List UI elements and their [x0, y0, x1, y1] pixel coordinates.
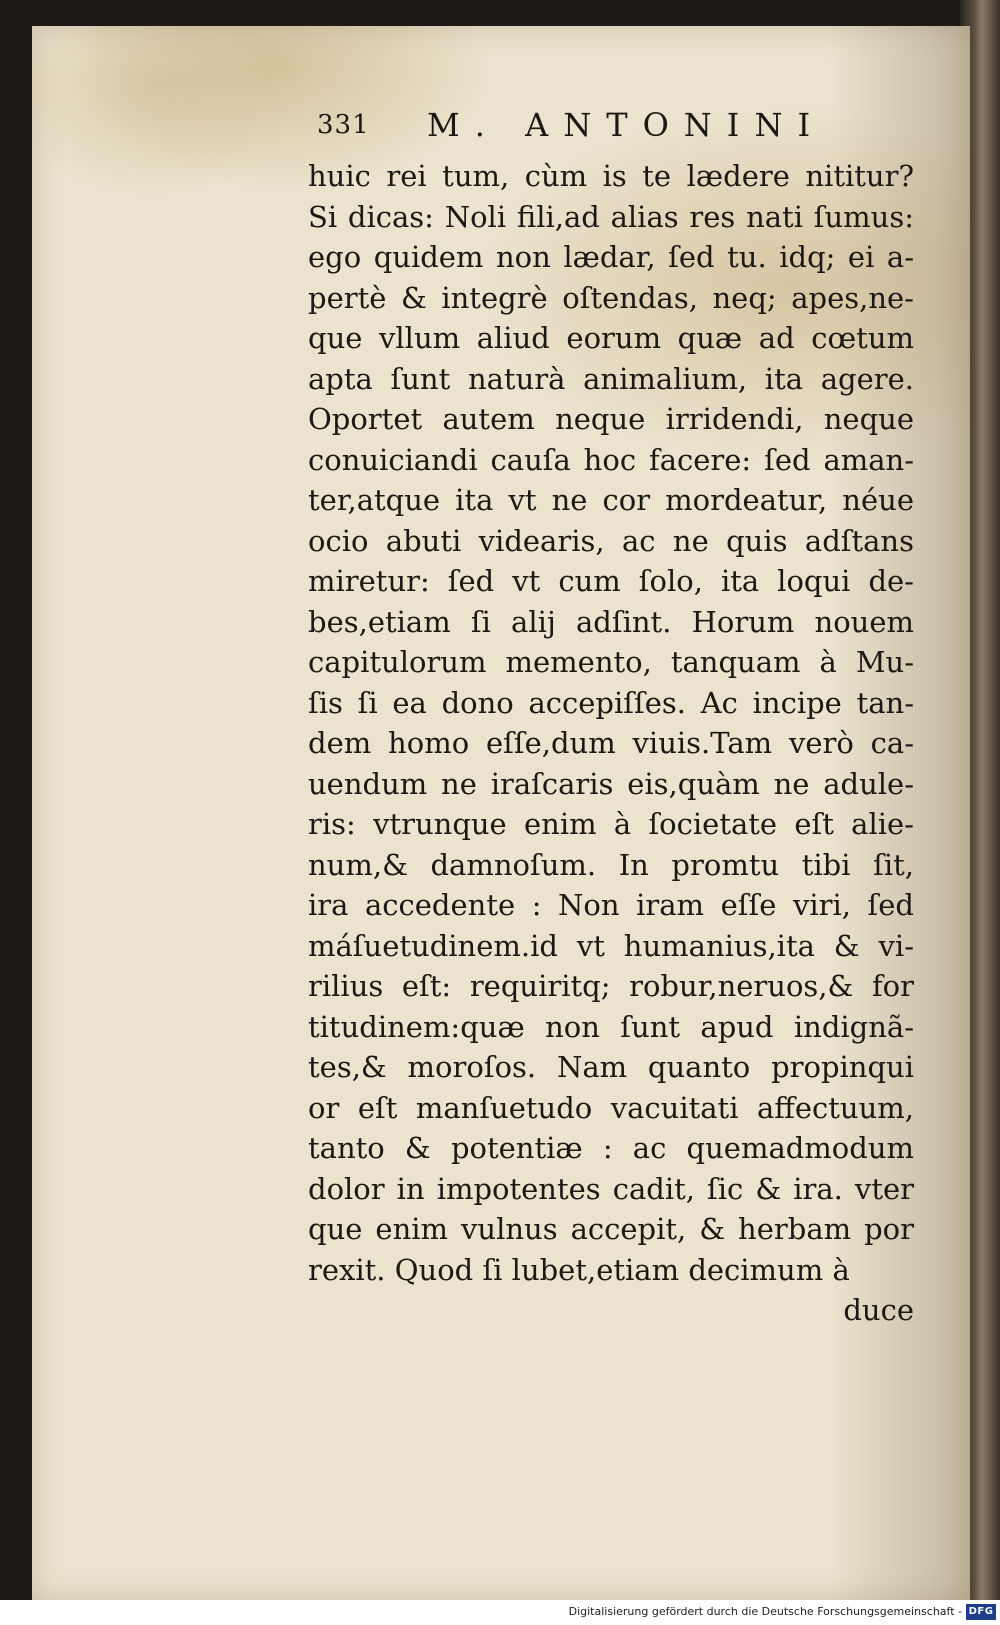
text-line: que enim vulnus accepit, & herbam por	[308, 1212, 914, 1246]
text-line: capitulorum memento, tanquam à Mu-	[308, 645, 914, 679]
text-line: dolor in impotentes cadit, ſic & ira. vter	[308, 1171, 914, 1206]
dfg-logo: DFG	[966, 1604, 996, 1620]
text-line: rexit. Quod ſi lubet,etiam decimum à	[308, 1252, 850, 1287]
text-line: or eſt manſuetudo vacuitati affectuum,	[308, 1090, 914, 1125]
text-line: que vllum aliud eorum quæ ad cœtum	[308, 321, 914, 355]
body-text	[308, 156, 914, 1331]
text-line: apta ſunt naturà animalium, ita agere.	[308, 361, 914, 396]
text-line: dem homo eſſe,dum viuis.Tam verò ca-	[308, 726, 914, 760]
catchword: duce	[843, 1293, 914, 1327]
text-line: Si dicas: Noli fili,ad alias res nati ſumus:	[308, 199, 914, 234]
text-line: ocio abuti videaris, ac ne quis adſtans	[308, 523, 914, 558]
book-page	[32, 26, 970, 1600]
running-head: M. ANTONINI	[427, 106, 826, 144]
page-number: 331	[317, 110, 370, 140]
text-line: ris: vtrunque enim à ſocietate eſt alie-	[308, 807, 914, 841]
text-line: conuiciandi cauſa hoc facere: ſed aman-	[308, 442, 914, 477]
text-line: máſuetudinem.id vt humanius,ita & vi-	[308, 928, 914, 963]
text-line: ego quidem non lædar, ſed tu. idq; ei a-	[308, 240, 914, 274]
text-line: miretur: ſed vt cum ſolo, ita loqui de-	[308, 564, 914, 598]
text-line: pertè & integrè oſtendas, neq; apes,ne-	[308, 280, 914, 315]
text-line: ter,atque ita vt ne cor mordeatur, néue	[308, 483, 914, 517]
text-line: uendum ne iraſcaris eis,quàm ne adule-	[308, 766, 914, 801]
text-line: num,& damnoſum. In promtu tibi ſit,	[308, 847, 914, 882]
text-line: tes,& moroſos. Nam quanto propinqui	[308, 1050, 914, 1084]
digitization-footer	[0, 1600, 1000, 1625]
text-line: tanto & potentiæ : ac quemadmodum	[308, 1131, 914, 1165]
text-line: ſis ſi ea dono accepiſſes. Ac incipe tan-	[308, 685, 914, 720]
page-header	[32, 106, 970, 146]
text-line: Oportet autem neque irridendi, neque	[308, 402, 914, 436]
text-line: titudinem:quæ non ſunt apud indignã-	[308, 1009, 914, 1044]
text-line: rilius eſt: requiritq; robur,neruos,& for	[308, 969, 914, 1003]
text-line: huic rei tum, cùm is te lædere nititur?	[308, 159, 914, 193]
footer-credit: Digitalisierung gefördert durch die Deutsche Forschungsgemeinschaft -	[568, 1605, 962, 1618]
text-line: bes,etiam ſi alij adſint. Horum nouem	[308, 604, 914, 639]
text-line: ira accedente : Non iram eſſe viri, ſed	[308, 888, 914, 922]
